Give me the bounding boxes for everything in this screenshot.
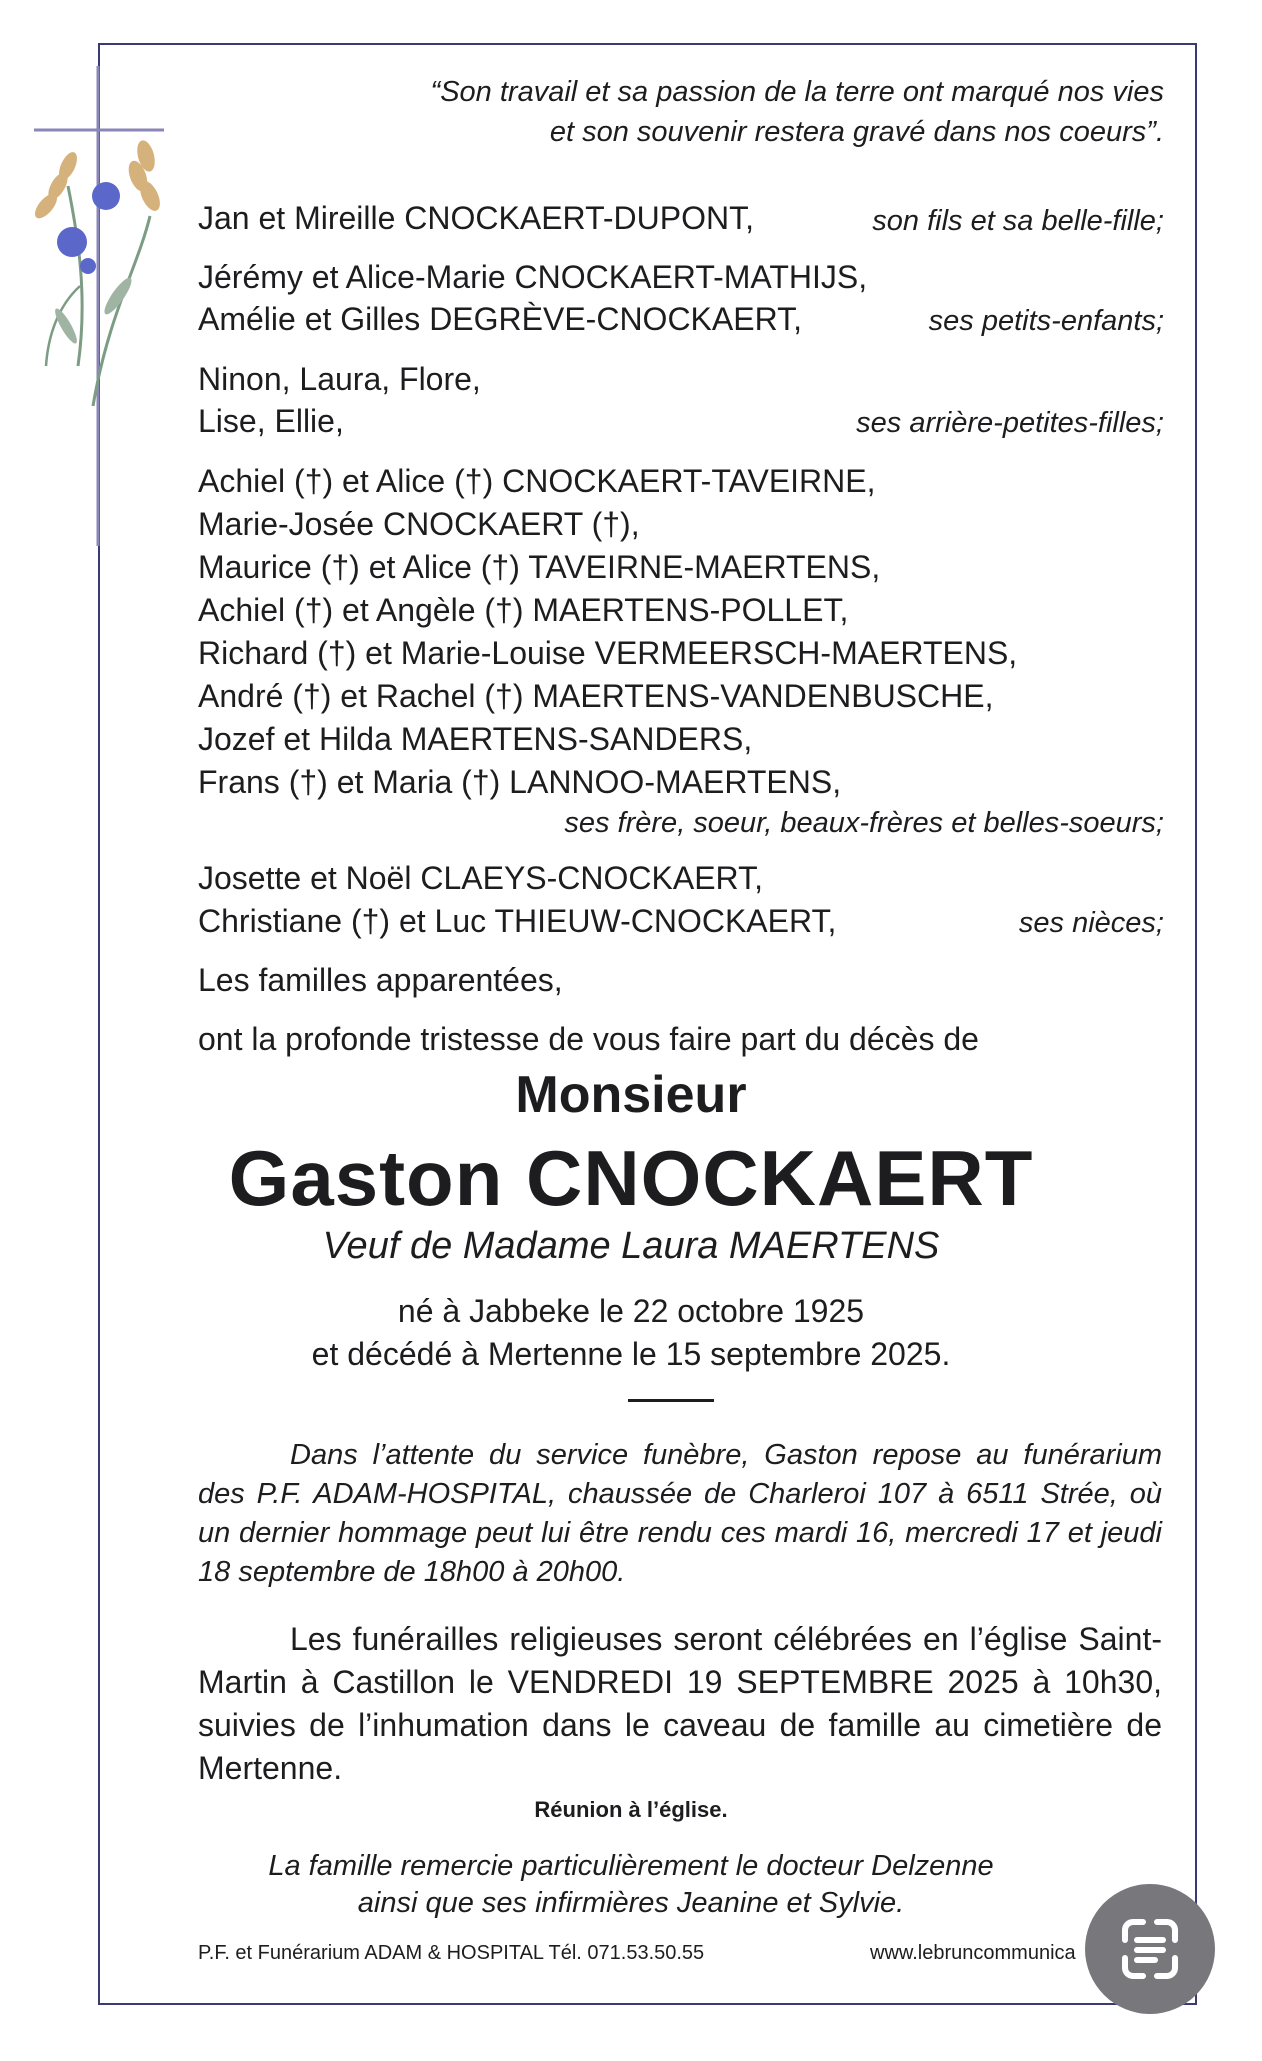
deceased-title: Monsieur: [515, 1066, 747, 1124]
great-grandchildren-relation: ses arrière-petites-filles;: [856, 407, 1164, 439]
sibling-line: Frans (†) et Maria (†) LANNOO-MAERTENS,: [198, 764, 842, 800]
families-line: Les familles apparentées,: [198, 962, 563, 998]
quote: [314, 72, 1164, 152]
sibling-line: Richard (†) et Marie-Louise VERMEERSCH-MAERTENS,: [198, 635, 1018, 671]
footer-funeral-home: P.F. et Funérarium ADAM & HOSPITAL Tél. 071.53.50.55: [198, 1942, 705, 1964]
son-names: Jan et Mireille CNOCKAERT-DUPONT,: [198, 200, 754, 236]
text-scan-button[interactable]: [1085, 1884, 1215, 2014]
deceased-name: Gaston CNOCKAERT: [228, 1134, 1034, 1222]
sibling-line: Achiel (†) et Alice (†) CNOCKAERT-TAVEIRNE,: [198, 463, 876, 499]
death-line: et décédé à Mertenne le 15 septembre 2025.: [311, 1336, 951, 1372]
separator: [628, 1399, 714, 1402]
son-relation: son fils et sa belle-fille;: [872, 205, 1164, 237]
nieces-relation: ses nièces;: [1018, 907, 1164, 939]
siblings-relation: ses frère, soeur, beaux-frères et belles-soeurs;: [564, 807, 1164, 839]
rest-paragraph: Dans l’attente du service funèbre, Gaston repose au funérarium des P.F. ADAM-HOSPITAL, chaussée de Charleroi 107 à 6511 Strée, où un dernier hommage peut lui être rendu ces mardi 16, mercredi 17 et jeudi 18 septembre de 18h00 à 20h00.: [198, 1439, 1162, 1588]
cross-wheat-cornflower-icon: [18, 66, 178, 546]
sibling-line: André (†) et Rachel (†) MAERTENS-VANDENBUSCHE,: [198, 678, 994, 714]
thanks-line: ainsi que ses infirmières Jeanine et Sylvie.: [357, 1887, 905, 1919]
sibling-line: Jozef et Hilda MAERTENS-SANDERS,: [198, 721, 753, 757]
reunion-line: Réunion à l’église.: [534, 1797, 728, 1822]
son-row: [198, 197, 1164, 240]
thanks-line: La famille remercie particulièrement le docteur Delzenne: [268, 1850, 994, 1882]
thanks: [0, 1848, 1262, 1922]
quote-line: “Son travail et sa passion de la terre ont marqué nos vies: [430, 76, 1164, 108]
sibling-line: Marie-Josée CNOCKAERT (†),: [198, 506, 640, 542]
sibling-line: Achiel (†) et Angèle (†) MAERTENS-POLLET,: [198, 592, 849, 628]
grandchild-line: Amélie et Gilles DEGRÈVE-CNOCKAERT,: [198, 301, 802, 337]
life-dates: [0, 1290, 1262, 1376]
niece-line: Josette et Noël CLAEYS-CNOCKAERT,: [198, 860, 763, 896]
niece-line: Christiane (†) et Luc THIEUW-CNOCKAERT,: [198, 903, 837, 939]
footer-website: www.lebruncommunica: [870, 1942, 1076, 1964]
widower-line: Veuf de Madame Laura MAERTENS: [322, 1225, 940, 1267]
great-grandchild-line: Lise, Ellie,: [198, 403, 344, 439]
announce-line: ont la profonde tristesse de vous faire part du décès de: [198, 1021, 979, 1057]
grandchildren-relation: ses petits-enfants;: [928, 305, 1164, 337]
quote-line: et son souvenir restera gravé dans nos coeurs”.: [549, 116, 1164, 148]
grandchild-line: Jérémy et Alice-Marie CNOCKAERT-MATHIJS,: [198, 259, 868, 295]
funeral-paragraph: Les funérailles religieuses seront célébrées en l’église Saint-Martin à Castillon le VENDREDI 19 SEPTEMBRE 2025 à 10h30, suivies de l’inhumation dans le caveau de famille au cimetière de Mertenne.: [198, 1621, 1162, 1786]
great-grandchild-line: Ninon, Laura, Flore,: [198, 361, 481, 397]
birth-line: né à Jabbeke le 22 octobre 1925: [397, 1293, 865, 1329]
text-scan-icon: [1085, 1884, 1215, 2014]
sibling-line: Maurice (†) et Alice (†) TAVEIRNE-MAERTENS,: [198, 549, 881, 585]
